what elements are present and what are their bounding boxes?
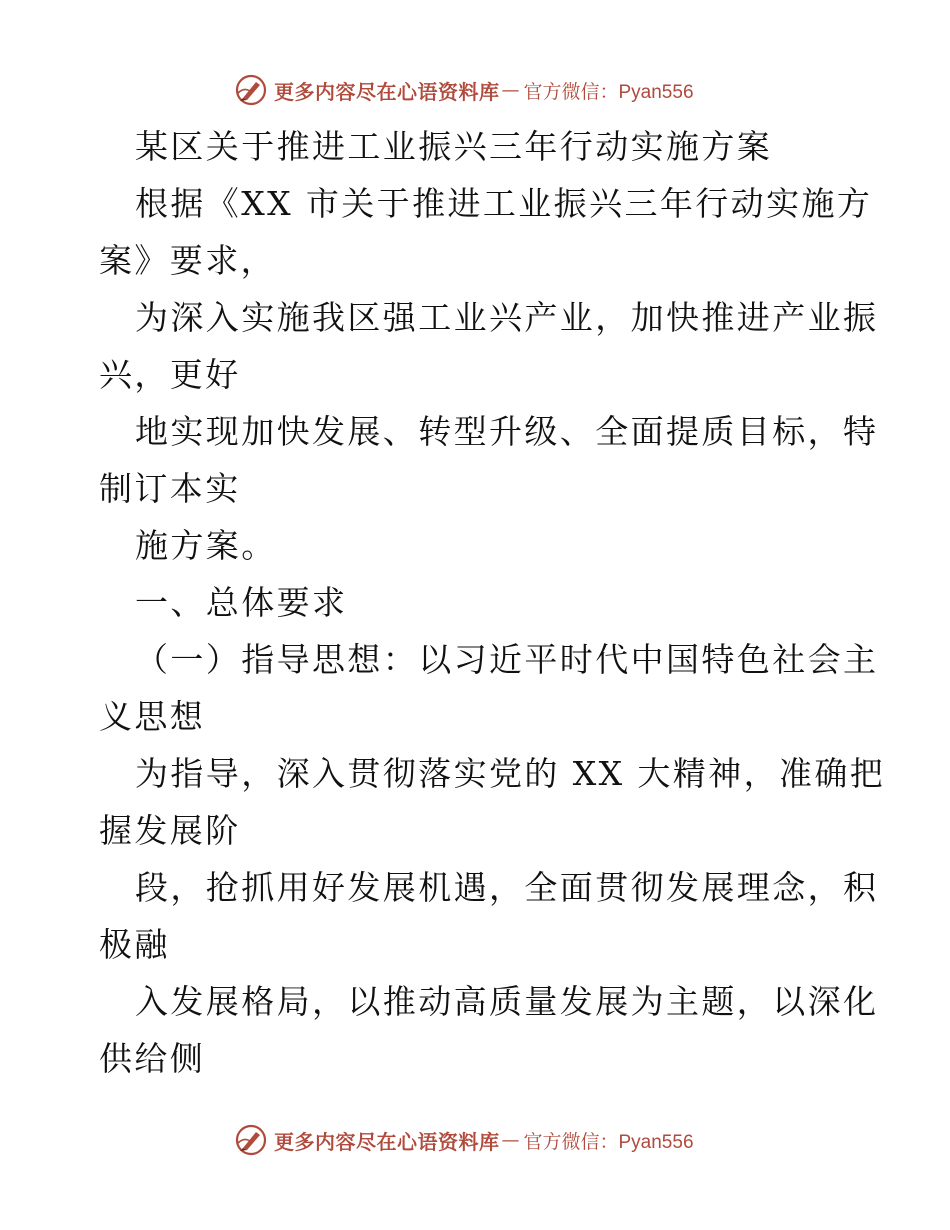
document-title: 某区关于推进工业振兴三年行动实施方案	[135, 127, 773, 166]
document-body	[99, 118, 886, 1087]
watermark-account-text: 官方微信：Pyan556	[523, 1131, 694, 1153]
paragraph-line: 施方案。	[135, 526, 277, 565]
paragraph-line: 制订本实	[99, 469, 241, 508]
paragraph-line: 义思想	[99, 697, 206, 736]
watermark-banner-top	[234, 70, 694, 110]
watermark-brand-text: 更多内容尽在心语资料库	[274, 79, 500, 104]
watermark-banner-bottom	[234, 1120, 694, 1160]
paragraph-line: 根据《XX 市关于推进工业振兴三年行动实施方	[135, 184, 873, 223]
watermark-account-text: 官方微信：Pyan556	[523, 81, 694, 103]
paragraph-line: 极融	[99, 925, 170, 964]
pen-logo-icon	[234, 1123, 268, 1157]
paragraph-line: 为深入实施我区强工业兴产业，加快推进产业振	[135, 298, 879, 337]
section-heading: 一、总体要求	[135, 583, 348, 622]
watermark-separator: —	[501, 79, 520, 101]
paragraph-line: 案》要求，	[99, 241, 276, 280]
pen-logo-icon	[234, 73, 268, 107]
paragraph-line: 兴，更好	[99, 355, 241, 394]
paragraph-line: 地实现加快发展、转型升级、全面提质目标，特	[135, 412, 879, 451]
watermark-separator: —	[501, 1129, 520, 1151]
watermark-brand-text: 更多内容尽在心语资料库	[274, 1129, 500, 1154]
paragraph-line: 为指导，深入贯彻落实党的 XX 大精神，准确把	[135, 754, 886, 793]
paragraph-line: 入发展格局，以推动高质量发展为主题，以深化	[135, 982, 879, 1021]
paragraph-line: 段，抢抓用好发展机遇，全面贯彻发展理念，积	[135, 868, 879, 907]
subsection-heading: （一）指导思想：以习近平时代中国特色社会主	[135, 640, 879, 679]
paragraph-line: 供给侧	[99, 1039, 206, 1078]
paragraph-line: 握发展阶	[99, 811, 241, 850]
